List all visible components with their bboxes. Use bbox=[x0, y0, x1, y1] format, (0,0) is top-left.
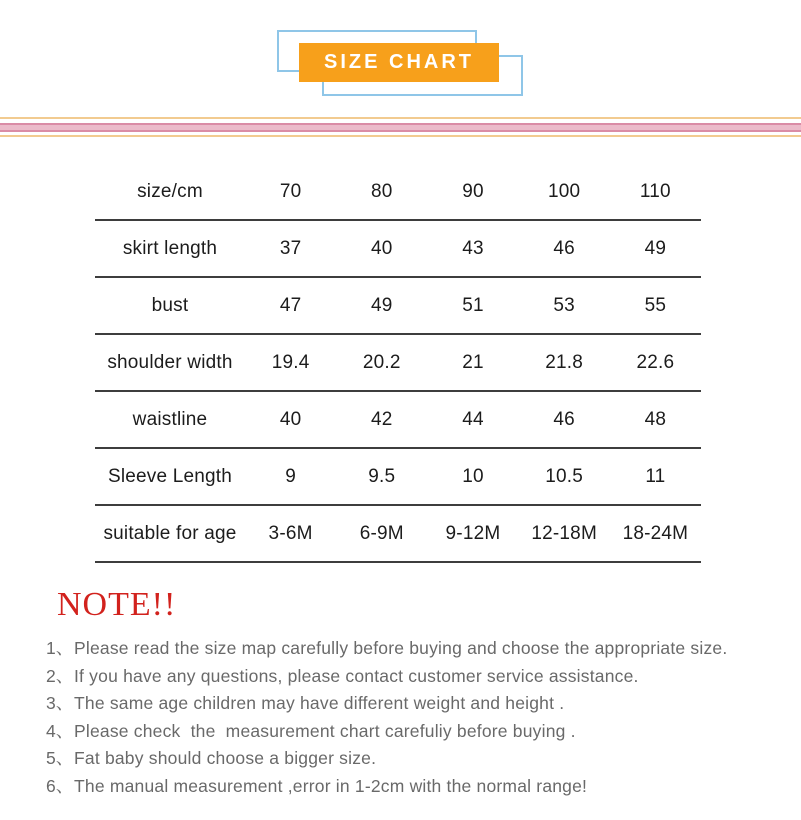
row-label: skirt length bbox=[95, 220, 245, 277]
table-cell: 22.6 bbox=[610, 334, 701, 391]
note-text: The manual measurement ,error in 1-2cm with the normal range! bbox=[74, 775, 588, 796]
table-cell: 18-24M bbox=[610, 505, 701, 562]
row-label: shoulder width bbox=[95, 334, 245, 391]
table-cell: 51 bbox=[427, 277, 518, 334]
size-table bbox=[95, 164, 701, 563]
table-cell: 100 bbox=[519, 164, 610, 220]
note-number: 6、 bbox=[46, 775, 74, 796]
table-row-waistline bbox=[95, 391, 701, 448]
table-cell: 48 bbox=[610, 391, 701, 448]
table-cell: 21 bbox=[427, 334, 518, 391]
table-cell: 21.8 bbox=[519, 334, 610, 391]
stripe-line-orange-bottom bbox=[0, 135, 801, 137]
table-cell: 70 bbox=[245, 164, 336, 220]
table-cell: 49 bbox=[610, 220, 701, 277]
note-number: 5、 bbox=[46, 748, 74, 768]
table-cell: 19.4 bbox=[245, 334, 336, 391]
table-row-size bbox=[95, 164, 701, 220]
banner bbox=[0, 0, 801, 115]
note-number: 4、 bbox=[46, 720, 74, 741]
table-cell: 12-18M bbox=[519, 505, 610, 562]
table-cell: 55 bbox=[610, 277, 701, 334]
table-cell: 9 bbox=[245, 448, 336, 505]
row-label: waistline bbox=[95, 391, 245, 448]
note-text: If you have any questions, please contact customer service assistance. bbox=[74, 665, 639, 686]
decorative-stripes bbox=[0, 117, 801, 137]
table-cell: 6-9M bbox=[336, 505, 427, 562]
table-cell: 47 bbox=[245, 277, 336, 334]
note-number: 1、 bbox=[46, 638, 74, 658]
row-label: size/cm bbox=[95, 164, 245, 220]
table-cell: 40 bbox=[336, 220, 427, 277]
table-row-bust bbox=[95, 277, 701, 334]
note-text: Please check the measurement chart carefuliy before buying . bbox=[74, 720, 576, 741]
row-label: bust bbox=[95, 277, 245, 334]
table-cell: 80 bbox=[336, 164, 427, 220]
note-number: 2、 bbox=[46, 665, 74, 686]
table-row-shoulder-width bbox=[95, 334, 701, 391]
table-cell: 42 bbox=[336, 391, 427, 448]
table-cell: 9-12M bbox=[427, 505, 518, 562]
table-cell: 10.5 bbox=[519, 448, 610, 505]
row-label: suitable for age bbox=[95, 505, 245, 562]
note-item bbox=[46, 748, 766, 769]
note-item bbox=[46, 721, 766, 742]
table-cell: 43 bbox=[427, 220, 518, 277]
banner-title: SIZE CHART bbox=[324, 51, 474, 73]
row-label: Sleeve Length bbox=[95, 448, 245, 505]
table-cell: 9.5 bbox=[336, 448, 427, 505]
table-cell: 37 bbox=[245, 220, 336, 277]
note-text: The same age children may have different weight and height . bbox=[74, 693, 565, 713]
note-text: Fat baby should choose a bigger size. bbox=[74, 748, 377, 768]
size-chart-banner bbox=[299, 43, 499, 82]
note-list bbox=[46, 638, 766, 803]
table-row-sleeve-length bbox=[95, 448, 701, 505]
table-cell: 11 bbox=[610, 448, 701, 505]
table-cell: 44 bbox=[427, 391, 518, 448]
table-cell: 20.2 bbox=[336, 334, 427, 391]
note-text: Please read the size map carefully before buying and choose the appropriate size. bbox=[74, 638, 728, 658]
table-cell: 110 bbox=[610, 164, 701, 220]
table-cell: 40 bbox=[245, 391, 336, 448]
note-number: 3、 bbox=[46, 693, 74, 713]
table-cell: 10 bbox=[427, 448, 518, 505]
table-row-skirt-length bbox=[95, 220, 701, 277]
table-cell: 46 bbox=[519, 391, 610, 448]
note-item bbox=[46, 776, 766, 797]
note-heading: NOTE!! bbox=[57, 586, 177, 623]
note-item bbox=[46, 693, 766, 714]
table-cell: 90 bbox=[427, 164, 518, 220]
note-item bbox=[46, 666, 766, 687]
table-cell: 46 bbox=[519, 220, 610, 277]
table-cell: 3-6M bbox=[245, 505, 336, 562]
table-cell: 53 bbox=[519, 277, 610, 334]
table-row-suitable-age bbox=[95, 505, 701, 562]
note-item bbox=[46, 638, 766, 659]
table-cell: 49 bbox=[336, 277, 427, 334]
